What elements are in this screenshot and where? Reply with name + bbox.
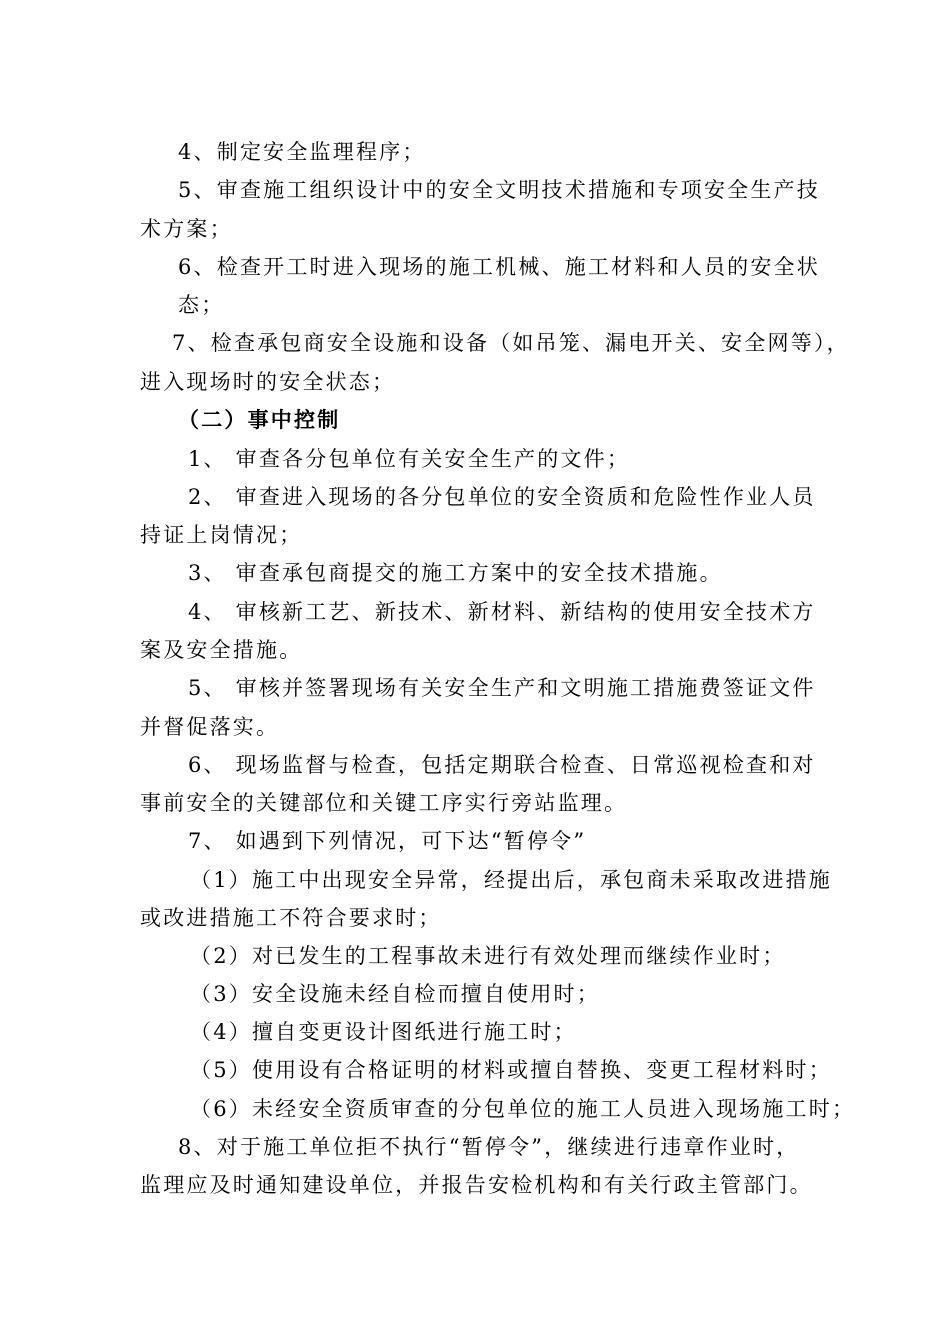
text-line: 6、检查开工时进入现场的施工机械、施工材料和人员的安全状	[178, 255, 820, 279]
text-line: 进入现场时的安全状态；	[140, 370, 396, 394]
section-heading: （二）事中控制	[178, 407, 341, 432]
text-line: （6）未经安全资质审查的分包单位的施工人员进入现场施工时；	[190, 1097, 856, 1121]
text-line: 持证上岗情况；	[140, 523, 303, 547]
text-line: 7、 如遇到下列情况，可下达“暂停令”	[188, 829, 587, 853]
text-line: 4、 审核新工艺、新技术、新材料、新结构的使用安全技术方	[188, 600, 816, 624]
text-line: 3、 审查承包商提交的施工方案中的安全技术措施。	[188, 561, 723, 585]
text-line: （2）对已发生的工程事故未进行有效处理而继续作业时；	[190, 944, 786, 968]
text-line: 监理应及时通知建设单位，并报告安检机构和有关行政主管部门。	[140, 1173, 813, 1197]
text-line: 或改进措施工不符合要求时；	[140, 906, 442, 930]
text-line: 1、 审查各分包单位有关安全生产的文件；	[188, 447, 631, 471]
text-line: 8、对于施工单位拒不执行“暂停令”，继续进行违章作业时，	[178, 1135, 800, 1159]
text-line: 5、审查施工组织设计中的安全文明技术措施和专项安全生产技	[178, 178, 820, 202]
text-line: 4、制定安全监理程序；	[178, 140, 426, 164]
text-line: 6、 现场监督与检查，包括定期联合检查、日常巡视检查和对	[188, 753, 816, 777]
text-line: （1）施工中出现安全异常，经提出后，承包商未采取改进措施	[190, 868, 832, 892]
text-line: 7、检查承包商安全设施和设备（如吊笼、漏电开关、安全网等），	[172, 331, 850, 355]
text-line: 5、 审核并签署现场有关安全生产和文明施工措施费签证文件	[188, 676, 816, 700]
text-line: （4）擅自变更设计图纸进行施工时；	[190, 1020, 577, 1044]
text-line: 术方案；	[140, 217, 233, 241]
text-line: （3）安全设施未经自检而擅自使用时；	[190, 982, 600, 1006]
text-line: 态；	[178, 293, 225, 317]
text-line: 案及安全措施。	[140, 638, 303, 662]
text-line: 事前安全的关键部位和关键工序实行旁站监理。	[140, 791, 628, 815]
text-line: （5）使用设有合格证明的材料或擅自替换、变更工程材料时；	[190, 1058, 832, 1082]
text-line: 2、 审查进入现场的各分包单位的安全资质和危险性作业人员	[188, 485, 816, 509]
text-line: 并督促落实。	[140, 715, 280, 739]
